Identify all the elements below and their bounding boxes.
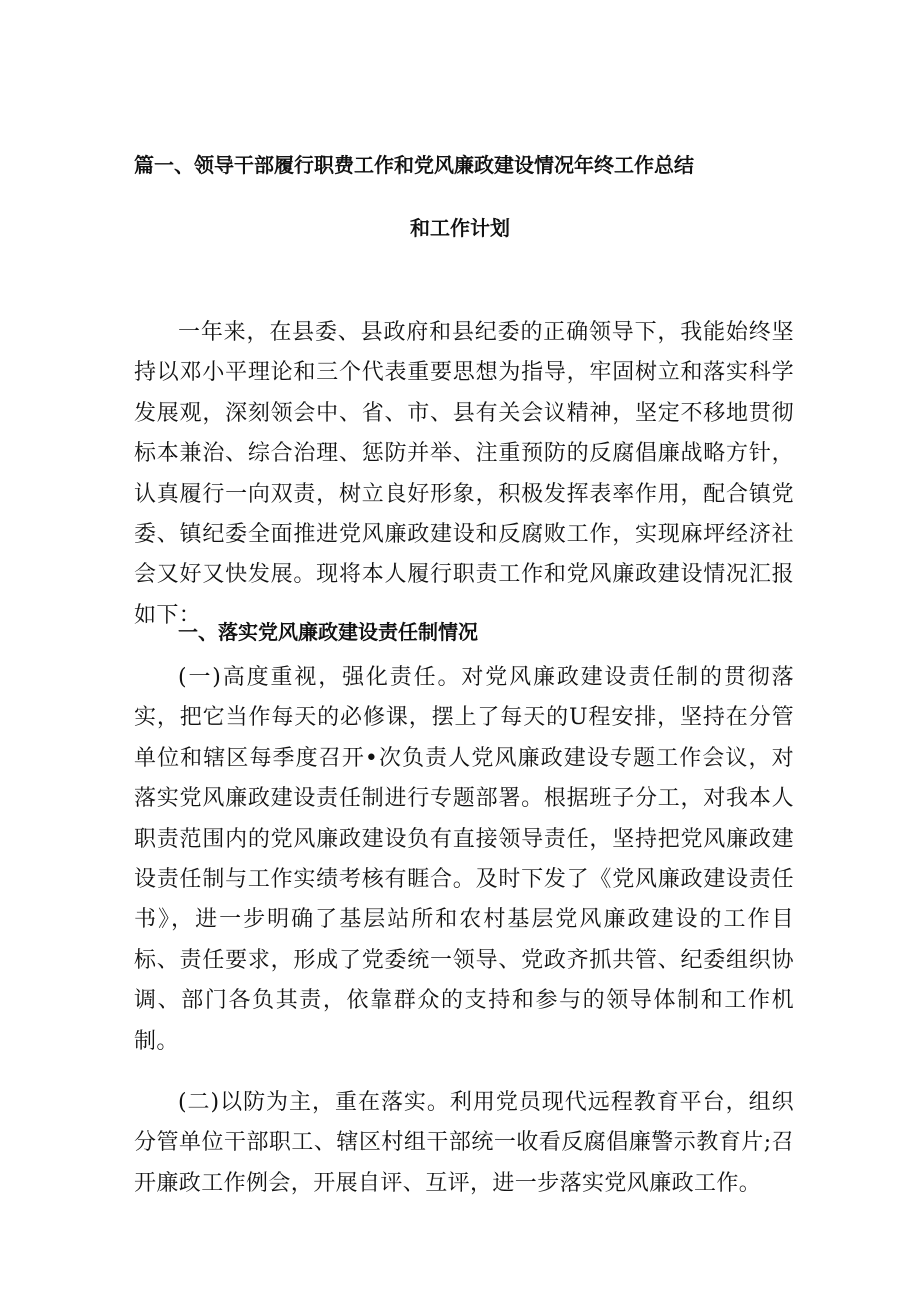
document-title-line-2: 和工作计划 [410, 216, 510, 240]
paragraph-section-1-item-1: (一)高度重视，强化责任。对党风廉政建设责任制的贯彻落实，把它当作每天的必修课，摆上了每天的U程安排，坚持在分管单位和辖区每季度召开•次负责人党风廉政建设专题工作会议，对落实党风廉政建设责任制进行专题部署。根据班子分工，对我本人职责范围内的党风廉政建设负有直接领导责任，坚持把党风廉政建设责任制与工作实绩考核有睚合。及时下发了《党风廉政建设责任书》，进一步明确了基层站所和农村基层党风廉政建设的工作目标、责任要求，形成了党委统一领导、党政齐抓共管、纪委组织协调、部门各负其责，依靠群众的支持和参与的领导体制和工作机制。 [134, 665, 794, 1054]
section-heading-1: 一、落实党风廉政建设责任制情况 [178, 620, 478, 644]
paragraph-intro: 一年来，在县委、县政府和县纪委的正确领导下，我能始终坚持以邓小平理论和三个代表重要思想为指导，牢固树立和落实科学发展观，深刻领会中、省、市、县有关会议精神，坚定不移地贯彻标本兼治、综合治理、惩防并举、注重预防的反腐倡廉战略方针，认真履行一向双责，树立良好形象，积极发挥表率作用，配合镇党委、镇纪委全面推进党风廉政建设和反腐败工作，实现麻坪经济社会又好又快发展。现将本人履行职责工作和党风廉政建设情况汇报如下： [134, 320, 794, 628]
document-title-line-1: 篇一、领导干部履行职费工作和党风廉政建设情况年终工作总结 [134, 153, 694, 177]
paragraph-section-1-item-2: (二)以防为主，重在落实。利用党员现代远程教育平台，组织分管单位干部职工、辖区村组干部统一收看反腐倡廉警示教育片;召开廉政工作例会，开展自评、互评，进一步落实党风廉政工作。 [134, 1090, 794, 1196]
